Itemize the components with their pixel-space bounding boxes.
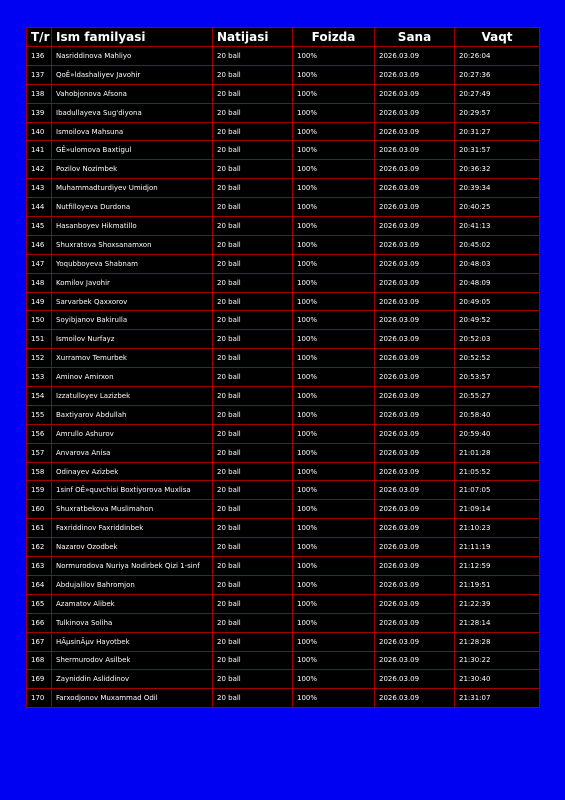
column-header-result: Natijasi bbox=[213, 28, 293, 47]
time: 21:30:40 bbox=[455, 670, 540, 689]
date: 2026.03.09 bbox=[375, 632, 455, 651]
student-name: Azamatov Alibek bbox=[52, 594, 213, 613]
time: 20:26:04 bbox=[455, 47, 540, 66]
row-number: 140 bbox=[27, 122, 52, 141]
percent: 100% bbox=[293, 670, 375, 689]
student-name: Ismoilov Nurfayz bbox=[52, 330, 213, 349]
student-name: Xurramov Temurbek bbox=[52, 349, 213, 368]
table-row bbox=[27, 103, 540, 122]
student-name: Zayniddin Asliddinov bbox=[52, 670, 213, 689]
result-score: 20 ball bbox=[213, 273, 293, 292]
date: 2026.03.09 bbox=[375, 424, 455, 443]
result-score: 20 ball bbox=[213, 368, 293, 387]
time: 20:36:32 bbox=[455, 160, 540, 179]
percent: 100% bbox=[293, 557, 375, 576]
student-name: Shuxratbekova Muslimahon bbox=[52, 500, 213, 519]
percent: 100% bbox=[293, 103, 375, 122]
student-name: Ismoilova Mahsuna bbox=[52, 122, 213, 141]
student-name: Normurodova Nuriya Nodirbek Qizi 1-sinf bbox=[52, 557, 213, 576]
result-score: 20 ball bbox=[213, 405, 293, 424]
result-score: 20 ball bbox=[213, 575, 293, 594]
date: 2026.03.09 bbox=[375, 122, 455, 141]
row-number: 141 bbox=[27, 141, 52, 160]
date: 2026.03.09 bbox=[375, 141, 455, 160]
percent: 100% bbox=[293, 405, 375, 424]
time: 21:31:07 bbox=[455, 689, 540, 708]
time: 21:11:19 bbox=[455, 538, 540, 557]
student-name: Vahobjonova Afsona bbox=[52, 84, 213, 103]
row-number: 161 bbox=[27, 519, 52, 538]
table-row bbox=[27, 651, 540, 670]
result-score: 20 ball bbox=[213, 349, 293, 368]
percent: 100% bbox=[293, 84, 375, 103]
column-header-date: Sana bbox=[375, 28, 455, 47]
result-score: 20 ball bbox=[213, 481, 293, 500]
row-number: 170 bbox=[27, 689, 52, 708]
row-number: 164 bbox=[27, 575, 52, 594]
row-number: 147 bbox=[27, 254, 52, 273]
percent: 100% bbox=[293, 387, 375, 406]
student-name: Izzatulloyev Lazizbek bbox=[52, 387, 213, 406]
table-row bbox=[27, 481, 540, 500]
table-row bbox=[27, 217, 540, 236]
percent: 100% bbox=[293, 349, 375, 368]
table-row bbox=[27, 84, 540, 103]
date: 2026.03.09 bbox=[375, 575, 455, 594]
row-number: 165 bbox=[27, 594, 52, 613]
table-row bbox=[27, 689, 540, 708]
results-table bbox=[26, 27, 540, 708]
result-score: 20 ball bbox=[213, 443, 293, 462]
row-number: 152 bbox=[27, 349, 52, 368]
time: 21:10:23 bbox=[455, 519, 540, 538]
student-name: Shermurodov Asilbek bbox=[52, 651, 213, 670]
date: 2026.03.09 bbox=[375, 651, 455, 670]
table-row bbox=[27, 235, 540, 254]
student-name: Farxodjonov Muxammad Odil bbox=[52, 689, 213, 708]
time: 21:01:28 bbox=[455, 443, 540, 462]
date: 2026.03.09 bbox=[375, 292, 455, 311]
date: 2026.03.09 bbox=[375, 65, 455, 84]
student-name: Abdujalilov Bahromjon bbox=[52, 575, 213, 594]
student-name: Hasanboyev Hikmatillo bbox=[52, 217, 213, 236]
column-header-percent: Foizda bbox=[293, 28, 375, 47]
row-number: 169 bbox=[27, 670, 52, 689]
row-number: 162 bbox=[27, 538, 52, 557]
percent: 100% bbox=[293, 575, 375, 594]
date: 2026.03.09 bbox=[375, 387, 455, 406]
result-score: 20 ball bbox=[213, 217, 293, 236]
student-name: Ibadullayeva Sug'diyona bbox=[52, 103, 213, 122]
percent: 100% bbox=[293, 311, 375, 330]
percent: 100% bbox=[293, 141, 375, 160]
row-number: 159 bbox=[27, 481, 52, 500]
row-number: 150 bbox=[27, 311, 52, 330]
student-name: Nazarov Ozodbek bbox=[52, 538, 213, 557]
percent: 100% bbox=[293, 160, 375, 179]
table-row bbox=[27, 557, 540, 576]
percent: 100% bbox=[293, 122, 375, 141]
result-score: 20 ball bbox=[213, 632, 293, 651]
student-name: 1sinf OÊ»quvchisi Boxtiyorova Muxlisa bbox=[52, 481, 213, 500]
time: 20:41:13 bbox=[455, 217, 540, 236]
table-row bbox=[27, 292, 540, 311]
time: 21:12:59 bbox=[455, 557, 540, 576]
date: 2026.03.09 bbox=[375, 84, 455, 103]
result-score: 20 ball bbox=[213, 160, 293, 179]
student-name: Pozilov Nozimbek bbox=[52, 160, 213, 179]
student-name: Shuxratova Shoxsanamxon bbox=[52, 235, 213, 254]
date: 2026.03.09 bbox=[375, 405, 455, 424]
time: 20:55:27 bbox=[455, 387, 540, 406]
table-row bbox=[27, 311, 540, 330]
result-score: 20 ball bbox=[213, 103, 293, 122]
time: 20:53:57 bbox=[455, 368, 540, 387]
date: 2026.03.09 bbox=[375, 179, 455, 198]
date: 2026.03.09 bbox=[375, 349, 455, 368]
table-row bbox=[27, 405, 540, 424]
student-name: QoÊ»ldashaliyev Javohir bbox=[52, 65, 213, 84]
student-name: Nutfilloyeva Durdona bbox=[52, 198, 213, 217]
row-number: 137 bbox=[27, 65, 52, 84]
percent: 100% bbox=[293, 198, 375, 217]
table-row bbox=[27, 273, 540, 292]
student-name: Sarvarbek Qaxxorov bbox=[52, 292, 213, 311]
row-number: 153 bbox=[27, 368, 52, 387]
table-row bbox=[27, 387, 540, 406]
table-row bbox=[27, 198, 540, 217]
percent: 100% bbox=[293, 292, 375, 311]
percent: 100% bbox=[293, 443, 375, 462]
row-number: 149 bbox=[27, 292, 52, 311]
table-row bbox=[27, 47, 540, 66]
table-row bbox=[27, 349, 540, 368]
date: 2026.03.09 bbox=[375, 273, 455, 292]
table-body bbox=[27, 47, 540, 708]
time: 21:30:22 bbox=[455, 651, 540, 670]
date: 2026.03.09 bbox=[375, 557, 455, 576]
result-score: 20 ball bbox=[213, 198, 293, 217]
column-header-name: Ism familyasi bbox=[52, 28, 213, 47]
date: 2026.03.09 bbox=[375, 519, 455, 538]
result-score: 20 ball bbox=[213, 235, 293, 254]
percent: 100% bbox=[293, 235, 375, 254]
time: 21:09:14 bbox=[455, 500, 540, 519]
row-number: 143 bbox=[27, 179, 52, 198]
table-row bbox=[27, 575, 540, 594]
percent: 100% bbox=[293, 47, 375, 66]
time: 20:49:05 bbox=[455, 292, 540, 311]
row-number: 142 bbox=[27, 160, 52, 179]
row-number: 151 bbox=[27, 330, 52, 349]
date: 2026.03.09 bbox=[375, 613, 455, 632]
student-name: Baxtiyarov Abdullah bbox=[52, 405, 213, 424]
row-number: 145 bbox=[27, 217, 52, 236]
result-score: 20 ball bbox=[213, 500, 293, 519]
table-row bbox=[27, 519, 540, 538]
time: 21:07:05 bbox=[455, 481, 540, 500]
date: 2026.03.09 bbox=[375, 462, 455, 481]
percent: 100% bbox=[293, 613, 375, 632]
header-row bbox=[27, 28, 540, 47]
time: 20:39:34 bbox=[455, 179, 540, 198]
date: 2026.03.09 bbox=[375, 443, 455, 462]
percent: 100% bbox=[293, 689, 375, 708]
result-score: 20 ball bbox=[213, 424, 293, 443]
student-name: Komilov Javohir bbox=[52, 273, 213, 292]
time: 20:29:57 bbox=[455, 103, 540, 122]
percent: 100% bbox=[293, 519, 375, 538]
table-row bbox=[27, 368, 540, 387]
student-name: Faxriddinov Faxriddinbek bbox=[52, 519, 213, 538]
percent: 100% bbox=[293, 273, 375, 292]
time: 21:28:14 bbox=[455, 613, 540, 632]
result-score: 20 ball bbox=[213, 519, 293, 538]
column-header-time: Vaqt bbox=[455, 28, 540, 47]
percent: 100% bbox=[293, 632, 375, 651]
result-score: 20 ball bbox=[213, 330, 293, 349]
date: 2026.03.09 bbox=[375, 481, 455, 500]
result-score: 20 ball bbox=[213, 47, 293, 66]
student-name: Tulkinova Soliha bbox=[52, 613, 213, 632]
time: 21:22:39 bbox=[455, 594, 540, 613]
row-number: 139 bbox=[27, 103, 52, 122]
date: 2026.03.09 bbox=[375, 160, 455, 179]
student-name: Anvarova Anisa bbox=[52, 443, 213, 462]
table-row bbox=[27, 141, 540, 160]
percent: 100% bbox=[293, 538, 375, 557]
row-number: 146 bbox=[27, 235, 52, 254]
result-score: 20 ball bbox=[213, 594, 293, 613]
row-number: 166 bbox=[27, 613, 52, 632]
date: 2026.03.09 bbox=[375, 594, 455, 613]
student-name: Aminov Amirxon bbox=[52, 368, 213, 387]
result-score: 20 ball bbox=[213, 538, 293, 557]
row-number: 158 bbox=[27, 462, 52, 481]
result-score: 20 ball bbox=[213, 387, 293, 406]
table-row bbox=[27, 443, 540, 462]
row-number: 136 bbox=[27, 47, 52, 66]
time: 20:48:03 bbox=[455, 254, 540, 273]
result-score: 20 ball bbox=[213, 557, 293, 576]
result-score: 20 ball bbox=[213, 254, 293, 273]
table-row bbox=[27, 330, 540, 349]
date: 2026.03.09 bbox=[375, 330, 455, 349]
date: 2026.03.09 bbox=[375, 254, 455, 273]
result-score: 20 ball bbox=[213, 84, 293, 103]
student-name: HÃµsinÃµv Hayotbek bbox=[52, 632, 213, 651]
student-name: Amrullo Ashurov bbox=[52, 424, 213, 443]
row-number: 148 bbox=[27, 273, 52, 292]
date: 2026.03.09 bbox=[375, 500, 455, 519]
result-score: 20 ball bbox=[213, 179, 293, 198]
percent: 100% bbox=[293, 254, 375, 273]
time: 20:31:27 bbox=[455, 122, 540, 141]
time: 20:45:02 bbox=[455, 235, 540, 254]
student-name: Yoqubboyeva Shabnam bbox=[52, 254, 213, 273]
student-name: Muhammadturdiyev Umidjon bbox=[52, 179, 213, 198]
table-row bbox=[27, 538, 540, 557]
result-score: 20 ball bbox=[213, 670, 293, 689]
row-number: 156 bbox=[27, 424, 52, 443]
table-row bbox=[27, 65, 540, 84]
table-row bbox=[27, 462, 540, 481]
date: 2026.03.09 bbox=[375, 47, 455, 66]
percent: 100% bbox=[293, 368, 375, 387]
row-number: 157 bbox=[27, 443, 52, 462]
date: 2026.03.09 bbox=[375, 368, 455, 387]
result-score: 20 ball bbox=[213, 292, 293, 311]
time: 20:52:03 bbox=[455, 330, 540, 349]
student-name: GÊ»ulomova Baxtigul bbox=[52, 141, 213, 160]
result-score: 20 ball bbox=[213, 141, 293, 160]
table-row bbox=[27, 122, 540, 141]
date: 2026.03.09 bbox=[375, 311, 455, 330]
percent: 100% bbox=[293, 651, 375, 670]
percent: 100% bbox=[293, 594, 375, 613]
percent: 100% bbox=[293, 500, 375, 519]
date: 2026.03.09 bbox=[375, 538, 455, 557]
percent: 100% bbox=[293, 217, 375, 236]
time: 20:40:25 bbox=[455, 198, 540, 217]
table-row bbox=[27, 160, 540, 179]
time: 20:52:52 bbox=[455, 349, 540, 368]
date: 2026.03.09 bbox=[375, 198, 455, 217]
time: 21:05:52 bbox=[455, 462, 540, 481]
date: 2026.03.09 bbox=[375, 103, 455, 122]
result-score: 20 ball bbox=[213, 613, 293, 632]
percent: 100% bbox=[293, 462, 375, 481]
student-name: Odinayev Azizbek bbox=[52, 462, 213, 481]
time: 21:28:28 bbox=[455, 632, 540, 651]
percent: 100% bbox=[293, 481, 375, 500]
percent: 100% bbox=[293, 179, 375, 198]
time: 20:59:40 bbox=[455, 424, 540, 443]
percent: 100% bbox=[293, 424, 375, 443]
table-row bbox=[27, 594, 540, 613]
student-name: Nasriddinova Mahliyo bbox=[52, 47, 213, 66]
time: 20:48:09 bbox=[455, 273, 540, 292]
date: 2026.03.09 bbox=[375, 217, 455, 236]
result-score: 20 ball bbox=[213, 311, 293, 330]
table-row bbox=[27, 613, 540, 632]
row-number: 168 bbox=[27, 651, 52, 670]
row-number: 163 bbox=[27, 557, 52, 576]
row-number: 138 bbox=[27, 84, 52, 103]
row-number: 167 bbox=[27, 632, 52, 651]
time: 20:27:49 bbox=[455, 84, 540, 103]
date: 2026.03.09 bbox=[375, 670, 455, 689]
time: 21:19:51 bbox=[455, 575, 540, 594]
date: 2026.03.09 bbox=[375, 689, 455, 708]
column-header-number: T/r bbox=[27, 28, 52, 47]
result-score: 20 ball bbox=[213, 462, 293, 481]
row-number: 160 bbox=[27, 500, 52, 519]
time: 20:49:52 bbox=[455, 311, 540, 330]
date: 2026.03.09 bbox=[375, 235, 455, 254]
row-number: 154 bbox=[27, 387, 52, 406]
time: 20:27:36 bbox=[455, 65, 540, 84]
student-name: Soyibjanov Bakirulla bbox=[52, 311, 213, 330]
percent: 100% bbox=[293, 330, 375, 349]
table-row bbox=[27, 254, 540, 273]
result-score: 20 ball bbox=[213, 65, 293, 84]
table-row bbox=[27, 424, 540, 443]
row-number: 155 bbox=[27, 405, 52, 424]
table-row bbox=[27, 670, 540, 689]
result-score: 20 ball bbox=[213, 651, 293, 670]
percent: 100% bbox=[293, 65, 375, 84]
table-row bbox=[27, 179, 540, 198]
time: 20:31:57 bbox=[455, 141, 540, 160]
table-row bbox=[27, 500, 540, 519]
row-number: 144 bbox=[27, 198, 52, 217]
time: 20:58:40 bbox=[455, 405, 540, 424]
table-row bbox=[27, 632, 540, 651]
result-score: 20 ball bbox=[213, 122, 293, 141]
result-score: 20 ball bbox=[213, 689, 293, 708]
